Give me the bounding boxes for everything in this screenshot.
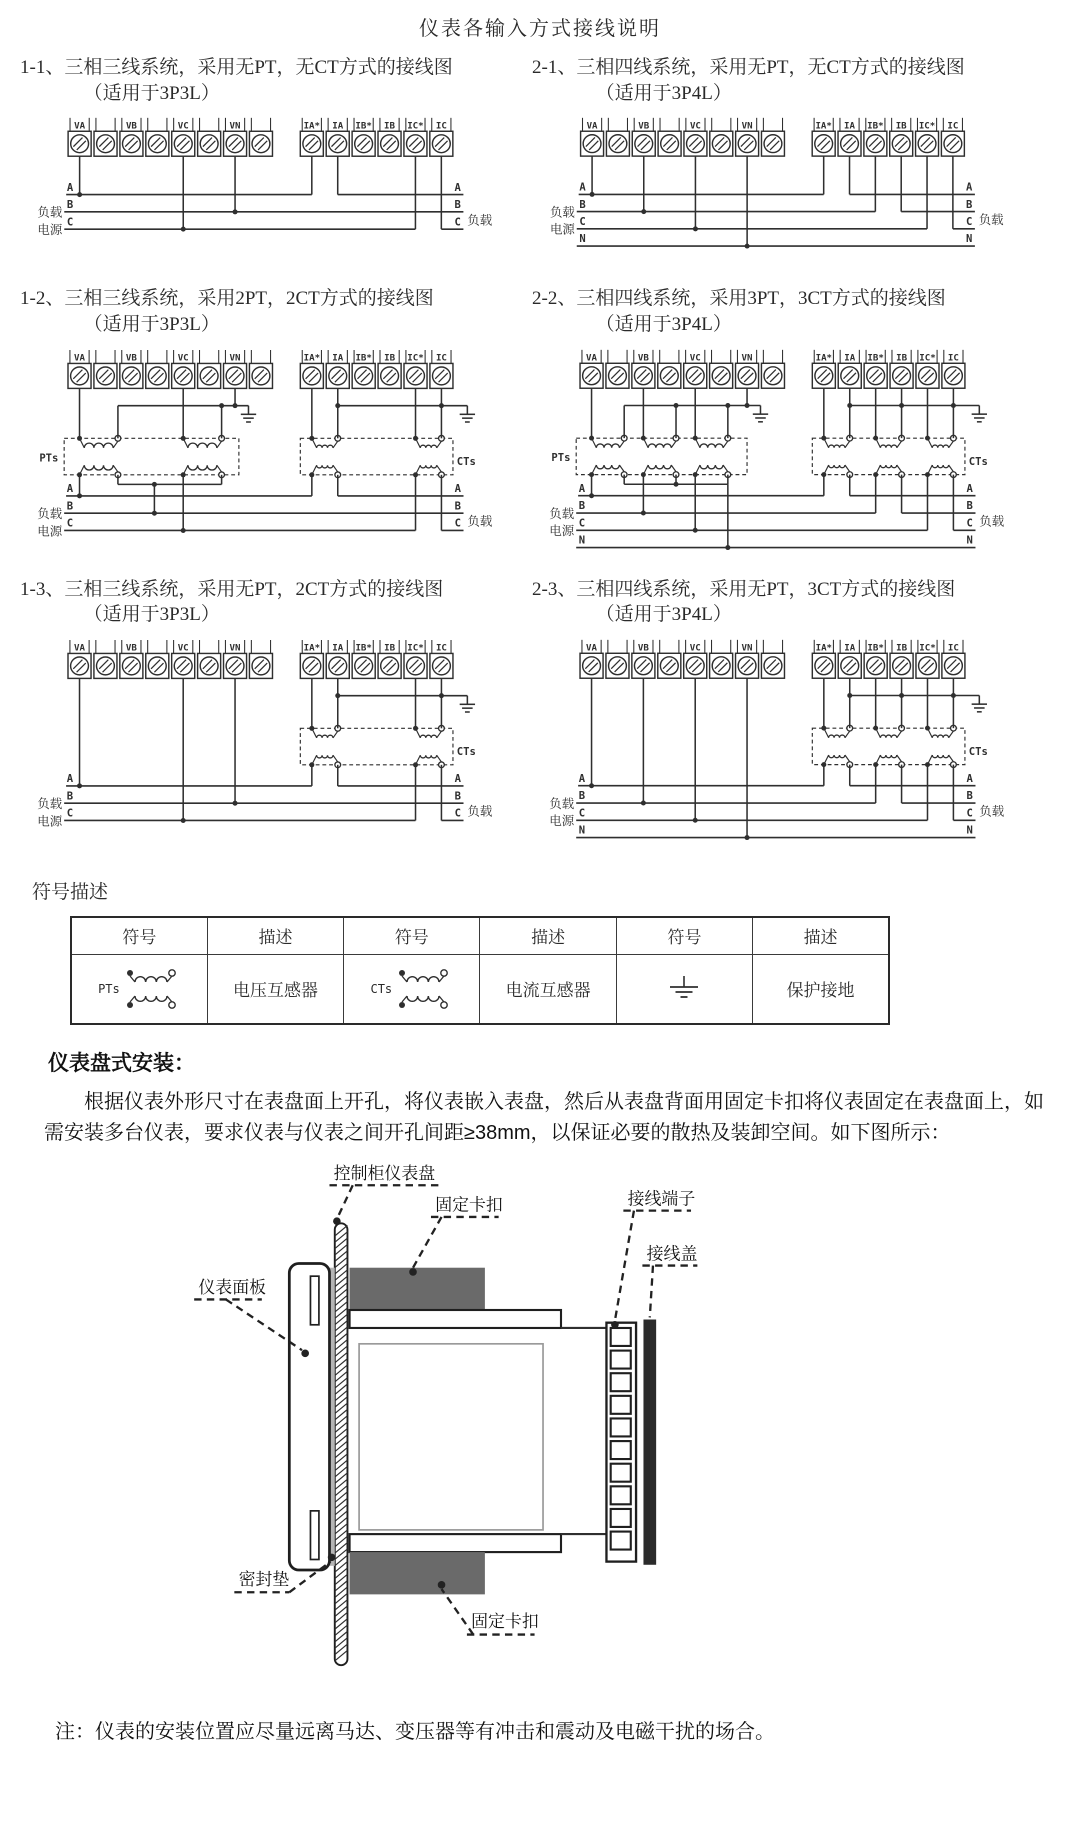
svg-text:IA: IA <box>844 121 855 132</box>
svg-text:电源: 电源 <box>37 814 63 829</box>
svg-text:IA*: IA* <box>815 352 833 363</box>
svg-text:B: B <box>578 790 586 803</box>
svg-text:A: A <box>66 772 74 785</box>
heading-line: 1-2、三相三线系统，采用2PT，2CT方式的接线图 <box>20 288 434 310</box>
svg-text:B: B <box>578 499 586 512</box>
svg-text:N: N <box>578 534 586 547</box>
pt-transformer-icon <box>123 966 181 1012</box>
svg-text:IC*: IC* <box>407 643 424 654</box>
wiring-heading <box>20 577 532 628</box>
svg-text:控制柜仪表盘: 控制柜仪表盘 <box>333 1163 436 1183</box>
heading-subline: （适用于3P4L） <box>595 604 732 626</box>
svg-text:密封垫: 密封垫 <box>238 1569 290 1589</box>
svg-text:N: N <box>966 534 973 547</box>
svg-text:IB*: IB* <box>867 643 884 654</box>
svg-text:C: C <box>965 216 973 229</box>
svg-text:N: N <box>579 233 586 246</box>
svg-text:A: A <box>579 181 586 194</box>
svg-text:N: N <box>965 233 973 246</box>
symbol-section-heading: 符号描述 <box>32 881 109 903</box>
panel-mount-figure <box>175 1162 725 1680</box>
svg-text:IA*: IA* <box>303 121 321 132</box>
svg-text:VA: VA <box>586 121 598 132</box>
svg-text:C: C <box>578 807 586 820</box>
wiring-section-2-3 <box>532 577 1080 851</box>
svg-text:电源: 电源 <box>37 523 63 538</box>
svg-text:B: B <box>66 199 74 212</box>
svg-text:IC: IC <box>435 353 447 364</box>
ground-symbol-cell <box>616 954 752 1024</box>
svg-text:VB: VB <box>125 643 137 654</box>
svg-text:VA: VA <box>586 352 598 363</box>
svg-text:VA: VA <box>74 643 86 654</box>
svg-text:VN: VN <box>229 121 241 132</box>
svg-text:IB: IB <box>895 121 907 132</box>
col-symbol: 符号 <box>616 917 752 955</box>
svg-text:B: B <box>66 790 74 803</box>
svg-text:N: N <box>578 824 586 837</box>
svg-text:A: A <box>966 482 973 495</box>
svg-text:负载: 负载 <box>549 205 575 220</box>
svg-text:IB*: IB* <box>355 353 372 364</box>
wiring-section-1-1 <box>20 55 532 270</box>
svg-text:IA: IA <box>332 353 344 364</box>
svg-text:IA*: IA* <box>303 353 321 364</box>
col-desc: 描述 <box>207 917 343 955</box>
svg-text:C: C <box>66 807 74 820</box>
svg-text:VC: VC <box>689 121 701 132</box>
svg-text:IA: IA <box>844 352 856 363</box>
svg-text:VB: VB <box>637 352 649 363</box>
svg-text:VC: VC <box>177 353 189 364</box>
wiring-diagram-1-2 <box>20 346 500 546</box>
heading-subline: （适用于3P3L） <box>83 82 220 104</box>
svg-text:B: B <box>66 499 74 512</box>
svg-text:A: A <box>66 482 74 495</box>
svg-text:VC: VC <box>689 352 701 363</box>
wiring-heading <box>20 286 532 337</box>
svg-text:电源: 电源 <box>37 223 63 238</box>
svg-text:B: B <box>454 499 461 512</box>
svg-text:IB: IB <box>896 352 908 363</box>
svg-text:IA: IA <box>332 643 344 654</box>
svg-text:VN: VN <box>741 352 753 363</box>
heading-line: 2-3、三相四线系统，采用无PT，3CT方式的接线图 <box>532 578 956 600</box>
col-desc: 描述 <box>480 917 616 955</box>
svg-text:B: B <box>454 790 461 803</box>
svg-text:PTs: PTs <box>39 451 59 464</box>
ct-symbol-cell <box>344 954 480 1024</box>
svg-text:C: C <box>66 517 74 530</box>
wiring-diagram-2-1 <box>532 114 1012 270</box>
svg-text:VC: VC <box>177 643 189 654</box>
svg-text:C: C <box>966 517 973 530</box>
svg-text:A: A <box>454 182 461 195</box>
pt-symbol-cell <box>71 954 207 1024</box>
wiring-section-2-1 <box>532 55 1080 270</box>
svg-text:VB: VB <box>125 121 137 132</box>
svg-text:IB*: IB* <box>867 352 884 363</box>
heading-subline: （适用于3P4L） <box>595 82 732 104</box>
col-symbol: 符号 <box>71 917 207 955</box>
svg-text:VB: VB <box>637 643 649 654</box>
svg-text:IB: IB <box>384 353 396 364</box>
svg-text:固定卡扣: 固定卡扣 <box>471 1612 539 1632</box>
svg-text:IA*: IA* <box>815 643 833 654</box>
wiring-diagram-2-2 <box>532 346 1012 561</box>
svg-text:C: C <box>966 807 973 820</box>
wiring-section-2-2 <box>532 286 1080 560</box>
svg-text:电源: 电源 <box>549 222 575 237</box>
heading-line: 1-3、三相三线系统，采用无PT，2CT方式的接线图 <box>20 578 444 600</box>
svg-text:PTs: PTs <box>551 451 571 464</box>
svg-text:负载: 负载 <box>37 796 63 811</box>
svg-text:IA*: IA* <box>815 121 832 132</box>
svg-text:C: C <box>454 216 461 229</box>
svg-text:A: A <box>66 182 74 195</box>
bottom-note: 注：仪表的安装位置应尽量远离马达、变压器等有冲击和震动及电磁干扰的场合。 <box>55 1721 775 1744</box>
svg-text:CTs: CTs <box>968 745 988 758</box>
heading-line: 1-1、三相三线系统，采用无PT，无CT方式的接线图 <box>20 57 453 78</box>
page-title: 仪表各输入方式接线说明 <box>419 18 661 40</box>
ct-desc-cell: 电流互感器 <box>480 954 616 1024</box>
svg-text:IB: IB <box>384 121 396 132</box>
wiring-section-1-2 <box>20 286 532 560</box>
svg-text:A: A <box>578 482 586 495</box>
svg-text:VA: VA <box>74 121 86 132</box>
svg-text:B: B <box>966 499 973 512</box>
svg-text:C: C <box>578 517 586 530</box>
svg-text:IC*: IC* <box>918 121 936 132</box>
svg-text:IA*: IA* <box>303 643 321 654</box>
ct-label: CTs <box>370 981 393 996</box>
svg-text:CTs: CTs <box>456 746 476 759</box>
svg-text:IC*: IC* <box>919 643 936 654</box>
svg-text:CTs: CTs <box>456 455 476 468</box>
svg-text:VC: VC <box>689 643 701 654</box>
svg-text:负载: 负载 <box>467 213 493 228</box>
svg-text:负载: 负载 <box>37 205 63 220</box>
svg-text:CTs: CTs <box>968 455 988 468</box>
install-section-heading: 仪表盘式安装： <box>48 1051 195 1075</box>
pt-label: PTs <box>98 981 120 996</box>
svg-text:负载: 负载 <box>467 804 493 819</box>
svg-text:VB: VB <box>638 121 650 132</box>
svg-text:IA: IA <box>332 121 344 132</box>
svg-text:C: C <box>454 517 461 530</box>
svg-text:电源: 电源 <box>549 523 575 538</box>
svg-text:A: A <box>966 772 973 785</box>
svg-text:负载: 负载 <box>979 514 1005 529</box>
svg-text:C: C <box>579 216 586 229</box>
wiring-heading <box>532 286 1080 337</box>
svg-text:负载: 负载 <box>37 506 63 521</box>
svg-text:IB*: IB* <box>867 121 884 132</box>
svg-text:IC: IC <box>435 643 447 654</box>
svg-text:电源: 电源 <box>549 813 575 828</box>
svg-text:B: B <box>966 790 973 803</box>
wiring-diagram-1-1 <box>20 114 500 256</box>
heading-line: 2-2、三相四线系统，采用3PT，3CT方式的接线图 <box>532 288 946 310</box>
svg-text:B: B <box>454 199 461 212</box>
svg-text:负载: 负载 <box>467 514 493 529</box>
col-desc: 描述 <box>753 917 889 955</box>
ground-icon <box>667 974 701 1004</box>
svg-text:负载: 负载 <box>549 796 575 811</box>
svg-text:VC: VC <box>177 121 189 132</box>
svg-text:VB: VB <box>125 353 137 364</box>
svg-text:IC: IC <box>435 121 447 132</box>
wiring-section-1-3 <box>20 577 532 851</box>
symbol-table-header-row <box>71 917 889 955</box>
svg-text:接线端子: 接线端子 <box>627 1189 696 1209</box>
wiring-heading <box>20 55 532 106</box>
svg-text:B: B <box>579 199 586 212</box>
svg-text:A: A <box>454 482 461 495</box>
symbol-table-row <box>71 954 889 1024</box>
wiring-diagram-1-3 <box>20 636 500 836</box>
svg-text:VN: VN <box>229 643 241 654</box>
svg-text:固定卡扣: 固定卡扣 <box>435 1195 503 1215</box>
svg-text:IC: IC <box>947 352 959 363</box>
svg-text:VN: VN <box>741 643 753 654</box>
heading-subline: （适用于3P3L） <box>83 313 220 335</box>
svg-text:IC*: IC* <box>407 121 424 132</box>
svg-text:VN: VN <box>229 353 241 364</box>
svg-text:IC*: IC* <box>407 353 424 364</box>
pt-desc-cell: 电压互感器 <box>207 954 343 1024</box>
svg-text:负载: 负载 <box>978 213 1004 228</box>
svg-text:仪表面板: 仪表面板 <box>198 1278 267 1298</box>
svg-text:接线盖: 接线盖 <box>646 1244 698 1264</box>
svg-text:IC*: IC* <box>919 352 936 363</box>
svg-text:VN: VN <box>741 121 753 132</box>
svg-text:IB: IB <box>384 643 396 654</box>
svg-text:N: N <box>966 824 973 837</box>
heading-subline: （适用于3P3L） <box>83 604 220 626</box>
svg-text:负载: 负载 <box>979 804 1005 819</box>
svg-text:IC: IC <box>947 643 959 654</box>
svg-text:A: A <box>578 772 586 785</box>
svg-text:VA: VA <box>74 353 86 364</box>
svg-text:IA: IA <box>844 643 856 654</box>
svg-text:B: B <box>965 199 973 212</box>
wiring-heading <box>532 55 1080 106</box>
svg-text:C: C <box>454 807 461 820</box>
symbol-table <box>70 916 890 1025</box>
heading-subline: （适用于3P4L） <box>595 313 732 335</box>
heading-line: 2-1、三相四线系统，采用无PT，无CT方式的接线图 <box>532 57 965 78</box>
wiring-heading <box>532 577 1080 628</box>
ct-transformer-icon <box>395 966 453 1012</box>
col-symbol: 符号 <box>344 917 480 955</box>
svg-text:IC: IC <box>947 121 959 132</box>
svg-text:C: C <box>66 216 74 229</box>
svg-text:负载: 负载 <box>549 506 575 521</box>
svg-text:A: A <box>454 772 461 785</box>
svg-text:VA: VA <box>586 643 598 654</box>
svg-text:IB*: IB* <box>355 643 372 654</box>
svg-text:A: A <box>965 181 973 194</box>
wiring-diagram-2-3 <box>532 636 1012 851</box>
ground-desc-cell: 保护接地 <box>753 954 889 1024</box>
svg-text:IB: IB <box>896 643 908 654</box>
install-paragraph: 根据仪表外形尺寸在表盘面上开孔，将仪表嵌入表盘，然后从表盘背面用固定卡扣将仪表固定在表盘面上，如需安装多台仪表，要求仪表与仪表之间开孔间距≥38mm，以保证必要的散热及装卸空间。如下图所示： <box>44 1090 1044 1145</box>
wiring-diagram-grid <box>0 55 1080 867</box>
svg-text:IB*: IB* <box>355 121 372 132</box>
